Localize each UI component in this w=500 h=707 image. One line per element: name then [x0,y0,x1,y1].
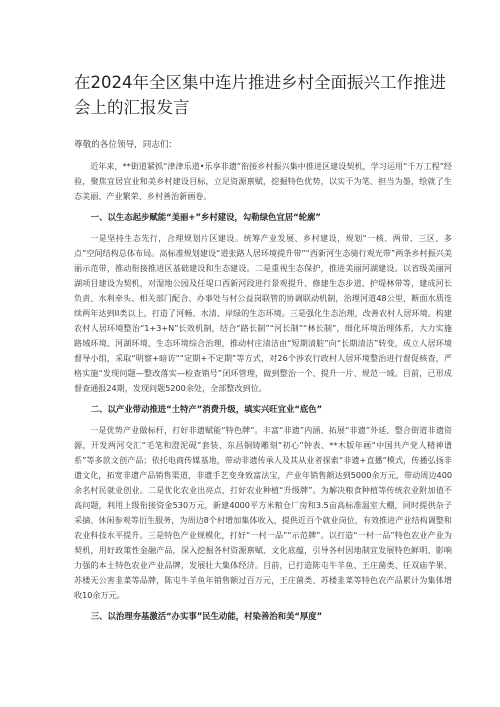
document-title: 在2024年全区集中连片推进乡村全面振兴工作推进会上的汇报发言 [74,73,446,117]
intro-paragraph: 近年来，**街道紧抓“津津乐道•乐享非遗”衔接乡村振兴集中推进区建设契机，学习运用“千万工程”经验，聚焦宜居宜业和美乡村建设目标，立足资源禀赋，挖掘特色优势，以实干为笔、担当为墨，绘就了生态美丽、产业繁荣、乡村善治新画卷。 [74,161,452,201]
page-bottom-fade [0,701,500,707]
greeting: 尊敬的各位领导，同志们： [74,140,178,150]
section-body-1: 一是坚持生态先行，合理规划片区建设。统筹产业发展、乡村建设，规划“一核、两带、三区、多点”空间结构总体布局。高标准规划建设“道张路人居环境提升带”“西新河生态骑行观光带”两条乡村振兴美丽示范带，推动衔接推进区基础建设和生态建设。二是重视生态保护，推进美丽河湖建设。以省级美丽河湖项目建设为契机，对湿地公园及任堤口西新河段进行景观提升、修建生态步道、护堤林带等，建成河长负责、水利牵头、相关部门配合、办事处与村公益岗联管的协调联动机制，治理河道48公里，断面水质连续两年达到II类以上，打造了河畅、水清、岸绿的生态环境。三是强化生态治理，改善农村人居环境。构建农村人居环境整治“1+3+N”长效机制，结合“路长制”“河长制”“林长制”，细化环境治理体系，大力实施路域环境、河湖环境、生态环境综合治理，推动村庄清洁由“短期清脏”向“长期清洁”转变，成立人居环境督导小组，采取“明察+暗访”“定期+不定期”等方式，对26个涉农行政村人居环境整治进行督促核查，严格实施“发现问题—整改落实—检查销号”闭环管理，做到整治一个、提升一片、规范一域。目前，已形成督查通报24期，发现问题5200余处，全部整改到位。 [74,233,452,393]
section-heading-1: 一、以生态起步赋能“美丽+”乡村建设，勾勒绿色宜居“轮廓” [90,212,321,222]
section-heading-3: 三、以治理夯基激活“办实事”民生动能，村染善治和美“厚度” [90,611,323,621]
section-heading-2: 二、以产业带动推进“土特产”消费升级，填实兴旺宜业“底色” [90,404,323,414]
section-body-2: 一是优势产业做标杆，打好非遗赋能“特色牌”。丰富“非遗”内涵、拓展“非遗”外延，整合街道非遗资源，开发两河交汇“毛笔和澄泥砚”套装、东昌铜铸雕刻“初心”钟表、**木版年画“中国共产党人精神谱系”等多款文创产品；依托电商传媒基地，带动非遗传承人及其从业者探索“非遗+直播”模式，传播弘扬非遗文化，拓宽非遗产品销售渠道，非遗手艺变身致富法宝，产业年销售额达到5000余万元，带动周边400余名村民就业创业。二是优化农业出亮点，打好农业种植“升级牌”。为解决粮食种植等传统农业附加值不高问题，利用上级衔接资金530万元，新建4000平方米粮仓厂房和3.5亩高标准温室大棚，同时提供杂子采摘、休闲参观等衍生服务，为周边8个村增加集体收入，提供近百个就业岗位，有效推进产业结构调整和农业科技水平提升。三是特色产业规模化，打好“一村一品”“示范牌”。以打造“一村一品”特色农业产业为契机，用好政策性金融产品，深入挖掘各村资源禀赋、文化底蕴，引导各村因地制宜发展特色鲜明、影响力强的本土特色农业产业品牌，发展壮大集体经济。目前，已打造陈屯牛羊鱼、王庄菌类、任双庙芋果、苏楼无公害韭菜等品牌，陈屯牛羊鱼年销售额过百万元，王庄菌类、苏楼韭菜等特色农产品累计为集体增收10余万元。 [74,425,452,600]
